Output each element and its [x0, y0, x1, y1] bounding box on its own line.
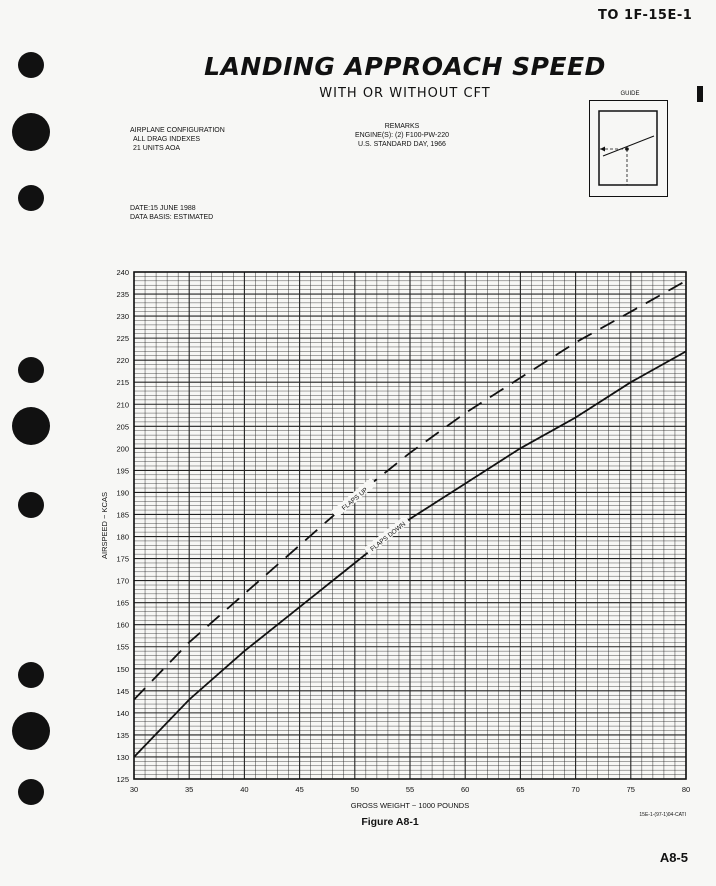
y-tick-label: 225: [116, 334, 129, 344]
x-tick-label: 50: [350, 785, 359, 794]
y-tick-label: 195: [116, 466, 129, 476]
y-tick-label: 155: [116, 642, 129, 652]
x-tick-label: 80: [681, 785, 691, 794]
y-tick-label: 160: [116, 620, 129, 630]
x-tick-label: 75: [626, 785, 635, 794]
config-heading: AIRPLANE CONFIGURATION: [130, 127, 225, 134]
y-tick-label: 235: [116, 290, 129, 300]
document-id: TO 1F-15E-1: [598, 8, 693, 23]
x-tick-label: 60: [461, 785, 470, 794]
y-tick-label: 215: [116, 378, 129, 388]
guide-label: GUIDE: [620, 91, 640, 97]
y-axis-label: AIRSPEED ~ KCAS: [100, 492, 109, 559]
x-axis-label: GROSS WEIGHT ~ 1000 POUNDS: [350, 801, 470, 810]
config-line2: 21 UNITS AOA: [133, 145, 181, 152]
y-tick-label: 240: [116, 268, 129, 277]
chart-subtitle: WITH OR WITHOUT CFT: [319, 86, 491, 101]
x-tick-label: 55: [405, 785, 415, 794]
page-number: A8-5: [659, 850, 688, 865]
remarks-heading: REMARKS: [384, 123, 420, 130]
chart-title: LANDING APPROACH SPEED: [204, 52, 606, 81]
y-tick-label: 125: [116, 775, 129, 784]
y-tick-label: 145: [116, 686, 129, 696]
x-tick-label: 35: [185, 785, 194, 794]
series-label: FLAPS UP: [340, 486, 370, 513]
x-tick-label: 45: [295, 785, 304, 794]
y-tick-label: 135: [116, 730, 129, 740]
data-basis-line: DATA BASIS: ESTIMATED: [130, 214, 214, 221]
y-tick-label: 230: [116, 312, 129, 322]
x-tick-label: 65: [516, 785, 525, 794]
x-tick-label: 30: [129, 785, 139, 794]
y-tick-label: 140: [116, 708, 129, 718]
y-tick-label: 190: [116, 488, 129, 498]
date-line: DATE:15 JUNE 1988: [130, 205, 196, 212]
y-tick-label: 180: [116, 532, 129, 542]
y-tick-label: 220: [116, 356, 129, 366]
y-tick-label: 210: [116, 400, 129, 410]
y-tick-label: 165: [116, 598, 129, 608]
figure-caption: Figure A8-1: [361, 816, 419, 828]
x-tick-label: 70: [571, 785, 580, 794]
figure-code: 15E-1-(97-1)04-CATI: [639, 812, 686, 818]
remarks-line2: U.S. STANDARD DAY, 1966: [358, 141, 446, 148]
y-tick-label: 185: [116, 510, 129, 520]
y-tick-label: 175: [116, 554, 129, 564]
series-label: FLAPS DOWN: [369, 520, 408, 554]
y-tick-label: 130: [116, 752, 129, 762]
y-tick-label: 200: [116, 444, 129, 454]
y-tick-label: 170: [116, 576, 129, 586]
x-tick-label: 40: [240, 785, 249, 794]
remarks-line1: ENGINE(S): (2) F100-PW-220: [354, 132, 449, 139]
y-tick-label: 205: [116, 422, 129, 432]
y-tick-label: 150: [116, 664, 129, 674]
config-line1: ALL DRAG INDEXES: [133, 136, 201, 143]
